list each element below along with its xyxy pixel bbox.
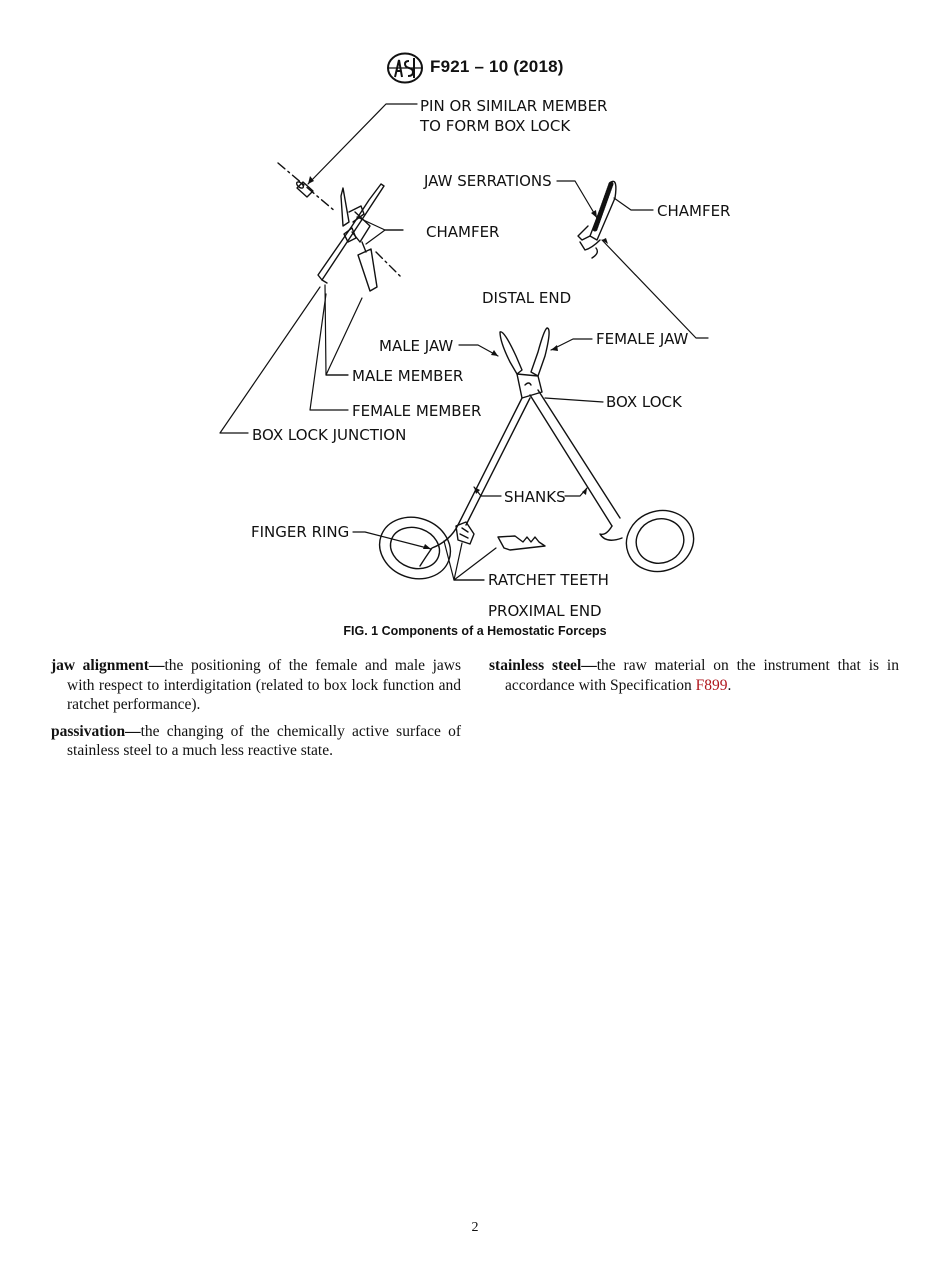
definition-passivation [51, 722, 461, 761]
figure-1 [0, 88, 950, 628]
label-chamfer-right: CHAMFER [657, 202, 731, 220]
axis-line-lower [376, 252, 402, 278]
label-distal-end: DISTAL END [482, 289, 572, 307]
label-jaw-serrations: JAW SERRATIONS [424, 172, 552, 190]
label-pin-line2: TO FORM BOX LOCK [420, 117, 571, 135]
label-male-member: MALE MEMBER [352, 367, 464, 385]
definition-text: the changing of the chemically active surface of stainless steel to a much less reactive state. [67, 722, 461, 759]
definitions-right-column [489, 656, 899, 702]
label-box-lock: BOX LOCK [606, 393, 682, 411]
definition-text-end: . [727, 676, 732, 694]
label-shanks: SHANKS [504, 488, 566, 506]
label-male-jaw: MALE JAW [379, 337, 454, 355]
label-pin-line1: PIN OR SIMILAR MEMBER [420, 97, 608, 115]
ratchet-piece [498, 536, 545, 550]
label-female-member: FEMALE MEMBER [352, 402, 482, 420]
label-ratchet-teeth: RATCHET TEETH [488, 571, 609, 589]
hemostatic-forceps-diagram [0, 88, 950, 628]
astm-logo-icon [386, 52, 424, 84]
term: passivation— [51, 722, 141, 740]
pin-icon [296, 181, 313, 197]
definition-jaw-alignment [51, 656, 461, 715]
figure-caption: FIG. 1 Components of a Hemostatic Forceps [343, 624, 607, 638]
label-proximal-end: PROXIMAL END [488, 602, 602, 620]
definition-text: the raw material on the instrument that is in accordance with Specification [505, 657, 899, 694]
label-box-lock-junction: BOX LOCK JUNCTION [252, 426, 407, 444]
page-number: 2 [471, 1220, 479, 1235]
label-chamfer-left: CHAMFER [426, 223, 500, 241]
label-female-jaw: FEMALE JAW [596, 330, 689, 348]
definition-text: the positioning of the female and male jaws with respect to interdigitation (related to box lock function and ratchet performance). [67, 657, 461, 713]
female-member-part [352, 212, 377, 291]
jaw-detail [578, 181, 616, 258]
label-finger-ring: FINGER RING [251, 523, 350, 541]
definition-stainless-steel [489, 656, 899, 695]
definitions-left-column [51, 656, 461, 768]
specification-link-f899[interactable]: F899 [695, 676, 728, 694]
page-header [0, 52, 950, 86]
axis-line [278, 163, 336, 212]
document-designation: F921 – 10 (2018) [430, 57, 564, 76]
term: jaw alignment— [51, 657, 165, 674]
term: stainless steel— [489, 657, 597, 674]
